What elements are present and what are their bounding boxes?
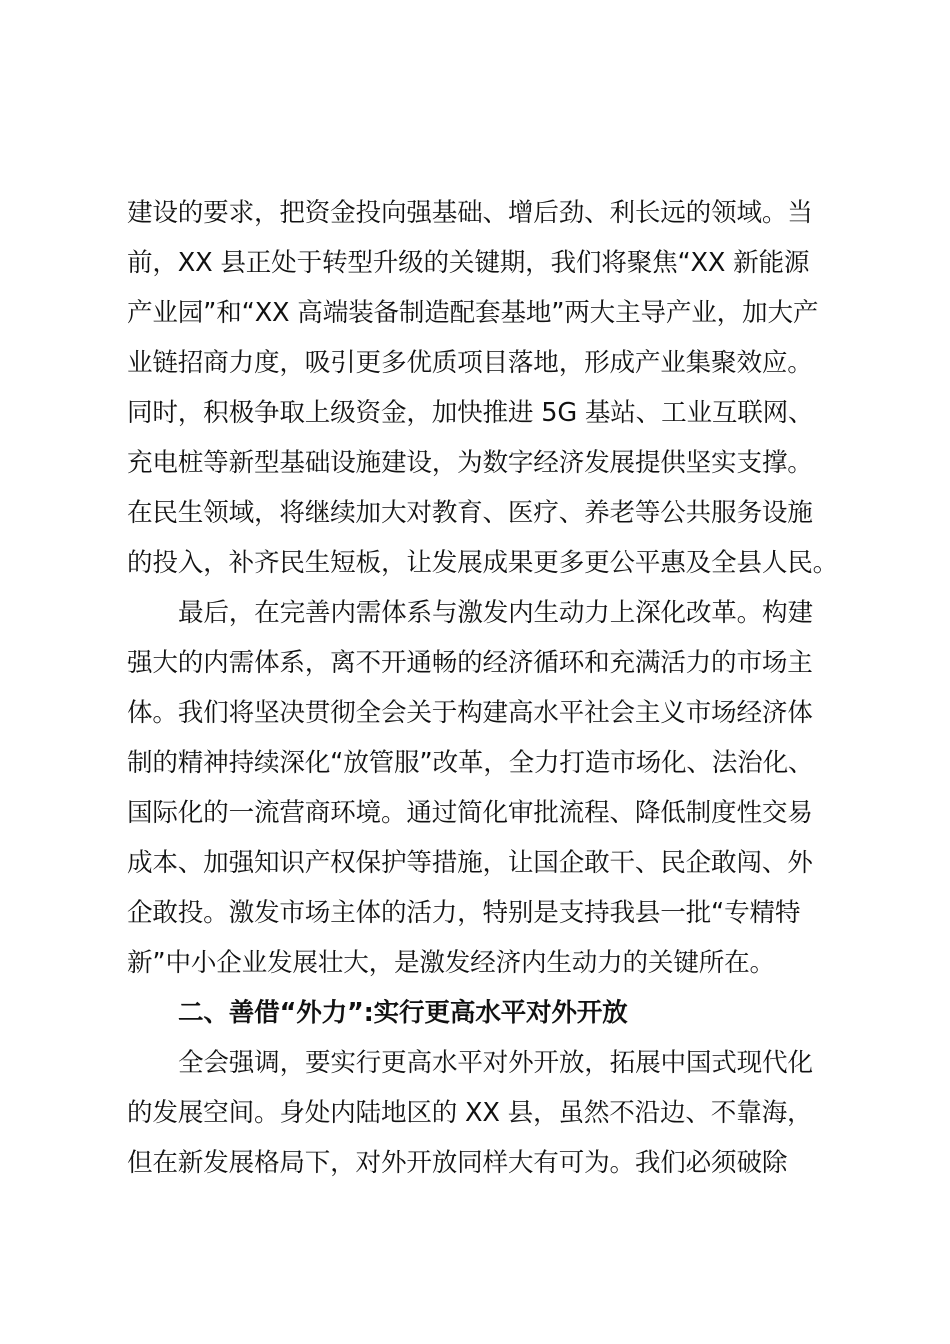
text-line: 在民生领域，将继续加大对教育、医疗、养老等公共服务设施 [127,498,813,528]
document-body [127,188,839,1188]
text-line: 建设的要求，把资金投向强基础、增后劲、利长远的领域。当 [127,198,813,228]
text-line: 产业园”和“XX 高端装备制造配套基地”两大主导产业，加大产 [127,298,819,328]
paragraph-start-line: 最后，在完善内需体系与激发内生动力上深化改革。构建 [178,598,813,628]
text-line: 新”中小企业发展壮大，是激发经济内生动力的关键所在。 [127,948,775,978]
text-line: 制的精神持续深化“放管服”改革，全力打造市场化、法治化、 [127,748,814,778]
text-line: 的发展空间。身处内陆地区的 XX 县，虽然不沿边、不靠海， [127,1098,813,1128]
text-line: 充电桩等新型基础设施建设，为数字经济发展提供坚实支撑。 [127,448,813,478]
text-line: 强大的内需体系，离不开通畅的经济循环和充满活力的市场主 [127,648,813,678]
text-line: 成本、加强知识产权保护等措施，让国企敢干、民企敢闯、外 [127,848,813,878]
paragraph-start-line: 全会强调，要实行更高水平对外开放，拓展中国式现代化 [178,1048,813,1078]
text-line: 但在新发展格局下，对外开放同样大有可为。我们必须破除 [127,1148,788,1178]
text-line: 业链招商力度，吸引更多优质项目落地，形成产业集聚效应。 [127,348,813,378]
text-line: 体。我们将坚决贯彻全会关于构建高水平社会主义市场经济体 [127,698,813,728]
text-line: 国际化的一流营商环境。通过简化审批流程、降低制度性交易 [127,798,813,828]
text-line: 前，XX 县正处于转型升级的关键期，我们将聚焦“XX 新能源 [127,248,810,278]
text-line: 同时，积极争取上级资金，加快推进 5G 基站、工业互联网、 [127,398,814,428]
text-line: 企敢投。激发市场主体的活力，特别是支持我县一批“专精特 [127,898,801,928]
text-line: 的投入，补齐民生短板，让发展成果更多更公平惠及全县人民。 [127,548,839,578]
section-heading: 二、善借“外力”:实行更高水平对外开放 [178,998,628,1028]
